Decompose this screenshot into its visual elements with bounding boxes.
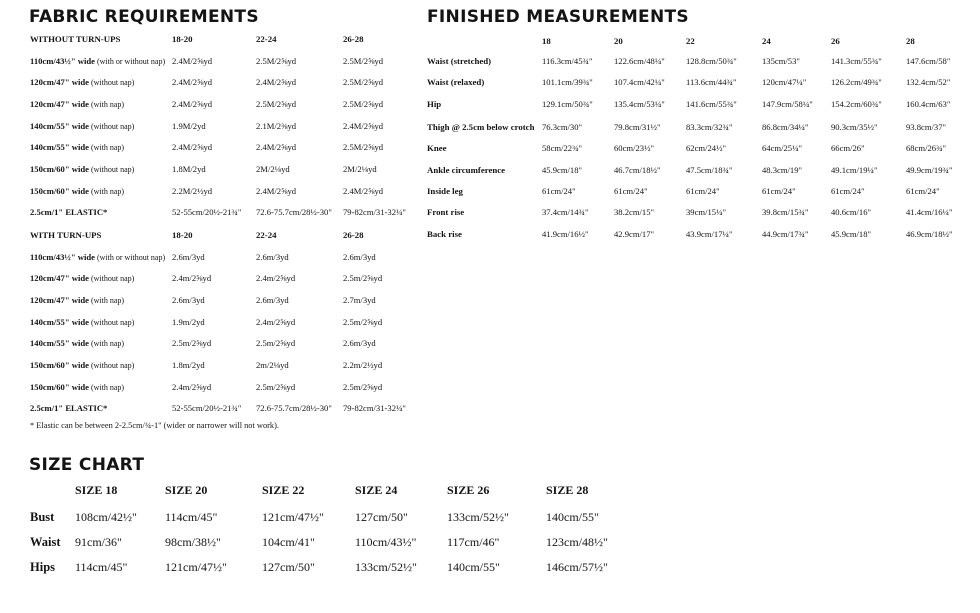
row-label: 110cm/43½" wide (with or without nap) bbox=[30, 252, 166, 262]
table-cell: 135.4cm/53¼" bbox=[614, 99, 665, 109]
table-cell: 122.6cm/48¼" bbox=[614, 56, 665, 66]
table-cell: 113.6cm/44¾" bbox=[686, 77, 737, 87]
table-cell: 128.8cm/50¾" bbox=[686, 56, 737, 66]
table-cell: 52-55cm/20½-21¾" bbox=[172, 403, 242, 413]
column-header: 20 bbox=[614, 36, 623, 46]
table-cell: 52-55cm/20½-21¾" bbox=[172, 207, 242, 217]
column-header: 26 bbox=[831, 36, 840, 46]
table-cell: 154.2cm/60¾" bbox=[831, 99, 882, 109]
table-cell: 49.1cm/19¼" bbox=[831, 165, 878, 175]
table-cell: 45.9cm/18" bbox=[831, 229, 872, 239]
table-cell: 98cm/38½" bbox=[165, 535, 221, 549]
column-header: 18 bbox=[542, 36, 551, 46]
table-cell: 61cm/24" bbox=[614, 186, 648, 196]
table-cell: 39.8cm/15¾" bbox=[762, 207, 809, 217]
row-label: 150cm/60" wide (without nap) bbox=[30, 164, 135, 174]
row-label: Hip bbox=[427, 99, 442, 109]
row-label: Knee bbox=[427, 143, 447, 153]
row-label: Waist (stretched) bbox=[427, 56, 492, 66]
table-cell: 61cm/24" bbox=[686, 186, 720, 196]
table-cell: 101.1cm/39¾" bbox=[542, 77, 593, 87]
column-header: 28 bbox=[906, 36, 915, 46]
table-cell: 2.4m/2⅝yd bbox=[172, 273, 212, 283]
table-cell: 2.4M/2⅝yd bbox=[172, 56, 213, 66]
column-header: WITH TURN-UPS bbox=[30, 230, 102, 240]
row-label: Ankle circumference bbox=[427, 165, 506, 175]
table-cell: 42.9cm/17" bbox=[614, 229, 655, 239]
table-cell: 2.6m/3yd bbox=[172, 295, 205, 305]
table-cell: 61cm/24" bbox=[831, 186, 865, 196]
column-header: 22-24 bbox=[256, 34, 277, 44]
table-cell: 2.4M/2⅝yd bbox=[172, 99, 213, 109]
table-cell: 2.2M/2½yd bbox=[172, 186, 213, 196]
column-header: 24 bbox=[762, 36, 771, 46]
table-cell: 44.9cm/17¾" bbox=[762, 229, 809, 239]
table-cell: 61cm/24" bbox=[762, 186, 796, 196]
table-cell: 86.8cm/34¼" bbox=[762, 122, 809, 132]
table-cell: 2.6m/3yd bbox=[343, 338, 376, 348]
table-cell: 2.4M/2⅝yd bbox=[256, 186, 297, 196]
table-cell: 104cm/41" bbox=[262, 535, 315, 549]
table-cell: 83.3cm/32¾" bbox=[686, 122, 733, 132]
table-cell: 2.5m/2⅝yd bbox=[343, 382, 383, 392]
size-chart-title: SIZE CHART bbox=[29, 455, 145, 475]
table-cell: 2.6m/3yd bbox=[256, 252, 289, 262]
table-cell: 49.9cm/19¾" bbox=[906, 165, 953, 175]
column-header: 26-28 bbox=[343, 230, 364, 240]
table-cell: 127cm/50" bbox=[355, 510, 408, 524]
column-header: SIZE 28 bbox=[546, 483, 589, 497]
table-cell: 72.6-75.7cm/28½-30" bbox=[256, 207, 332, 217]
column-header: WITHOUT TURN-UPS bbox=[30, 34, 121, 44]
table-cell: 2m/2⅛yd bbox=[256, 360, 289, 370]
row-label: 150cm/60" wide (without nap) bbox=[30, 360, 135, 370]
table-cell: 2.4M/2⅝yd bbox=[256, 142, 297, 152]
table-cell: 135cm/53" bbox=[762, 56, 800, 66]
table-cell: 2.4M/2⅝yd bbox=[172, 142, 213, 152]
row-label: 120cm/47" wide (with nap) bbox=[30, 99, 125, 109]
row-label: Bust bbox=[30, 510, 55, 524]
table-cell: 133cm/52½" bbox=[355, 560, 417, 574]
table-cell: 132.4cm/52" bbox=[906, 77, 951, 87]
table-cell: 41.4cm/16¼" bbox=[906, 207, 953, 217]
row-label: Front rise bbox=[427, 207, 465, 217]
table-cell: 61cm/24" bbox=[542, 186, 576, 196]
row-label: 140cm/55" wide (with nap) bbox=[30, 338, 125, 348]
table-cell: 121cm/47½" bbox=[165, 560, 227, 574]
table-cell: 2.2m/2½yd bbox=[343, 360, 383, 370]
table-cell: 2.5M/2⅝yd bbox=[256, 99, 297, 109]
row-label: Inside leg bbox=[427, 186, 463, 196]
table-cell: 2.4M/2⅝yd bbox=[256, 77, 297, 87]
table-cell: 2.6m/3yd bbox=[172, 252, 205, 262]
table-cell: 108cm/42½" bbox=[75, 510, 137, 524]
table-cell: 107.4cm/42¼" bbox=[614, 77, 665, 87]
table-cell: 41.9cm/16½" bbox=[542, 229, 589, 239]
table-cell: 2.4M/2⅝yd bbox=[343, 121, 384, 131]
row-label: Thigh @ 2.5cm below crotch bbox=[427, 122, 535, 132]
table-cell: 2.5M/2⅝yd bbox=[343, 99, 384, 109]
row-label: 150cm/60" wide (with nap) bbox=[30, 186, 125, 196]
table-cell: 120cm/47¼" bbox=[762, 77, 807, 87]
table-cell: 146cm/57½" bbox=[546, 560, 608, 574]
table-cell: 2.4M/2⅝yd bbox=[172, 77, 213, 87]
row-label: 120cm/47" wide (with nap) bbox=[30, 295, 125, 305]
table-cell: 2.4m/2⅝yd bbox=[256, 317, 296, 327]
table-cell: 1.9M/2yd bbox=[172, 121, 206, 131]
table-cell: 2.5m/2⅝yd bbox=[256, 338, 296, 348]
table-cell: 129.1cm/50¾" bbox=[542, 99, 593, 109]
row-label: Hips bbox=[30, 560, 56, 574]
table-cell: 2M/2⅛yd bbox=[343, 164, 377, 174]
table-cell: 2.5M/2⅝yd bbox=[343, 142, 384, 152]
table-cell: 91cm/36" bbox=[75, 535, 122, 549]
column-header: 22 bbox=[686, 36, 695, 46]
column-header: 22-24 bbox=[256, 230, 277, 240]
table-cell: 2.5m/2⅝yd bbox=[256, 382, 296, 392]
table-cell: 37.4cm/14¾" bbox=[542, 207, 589, 217]
table-cell: 116.3cm/45¾" bbox=[542, 56, 593, 66]
row-label: 120cm/47" wide (without nap) bbox=[30, 77, 135, 87]
table-cell: 58cm/22¾" bbox=[542, 143, 583, 153]
table-cell: 2.5m/2⅝yd bbox=[172, 338, 212, 348]
table-cell: 133cm/52½" bbox=[447, 510, 509, 524]
table-cell: 46.9cm/18½" bbox=[906, 229, 953, 239]
table-cell: 40.6cm/16" bbox=[831, 207, 872, 217]
table-cell: 2.6m/3yd bbox=[343, 252, 376, 262]
column-header: SIZE 20 bbox=[165, 483, 208, 497]
row-label: 120cm/47" wide (without nap) bbox=[30, 273, 135, 283]
table-cell: 38.2cm/15" bbox=[614, 207, 655, 217]
table-cell: 147.6cm/58" bbox=[906, 56, 951, 66]
table-cell: 1.8m/2yd bbox=[172, 360, 205, 370]
elastic-footnote: * Elastic can be between 2-2.5cm/¾-1" (wider or narrower will not work). bbox=[30, 421, 280, 430]
table-cell: 79-82cm/31-32¼" bbox=[343, 207, 406, 217]
table-cell: 68cm/26¾" bbox=[906, 143, 947, 153]
table-cell: 62cm/24½" bbox=[686, 143, 727, 153]
table-cell: 123cm/48½" bbox=[546, 535, 608, 549]
table-cell: 48.3cm/19" bbox=[762, 165, 803, 175]
column-header: 26-28 bbox=[343, 34, 364, 44]
table-cell: 2.5M/2⅝yd bbox=[343, 77, 384, 87]
table-cell: 2.4m/2⅝yd bbox=[172, 382, 212, 392]
table-cell: 2.4m/2⅝yd bbox=[256, 273, 296, 283]
table-cell: 127cm/50" bbox=[262, 560, 315, 574]
table-cell: 114cm/45" bbox=[75, 560, 128, 574]
table-cell: 1.8M/2yd bbox=[172, 164, 206, 174]
table-cell: 126.2cm/49¾" bbox=[831, 77, 882, 87]
table-cell: 2M/2⅛yd bbox=[256, 164, 290, 174]
table-cell: 141.3cm/55¾" bbox=[831, 56, 882, 66]
row-label: Waist (relaxed) bbox=[427, 77, 485, 87]
table-cell: 43.9cm/17¼" bbox=[686, 229, 733, 239]
column-header: SIZE 24 bbox=[355, 483, 398, 497]
table-cell: 147.9cm/58¼" bbox=[762, 99, 813, 109]
table-cell: 64cm/25¼" bbox=[762, 143, 803, 153]
row-label: Waist bbox=[30, 535, 61, 549]
table-cell: 2.6m/3yd bbox=[256, 295, 289, 305]
table-cell: 39cm/15¼" bbox=[686, 207, 727, 217]
column-header: 18-20 bbox=[172, 34, 193, 44]
table-cell: 2.5M/2⅝yd bbox=[343, 56, 384, 66]
row-label: 150cm/60" wide (with nap) bbox=[30, 382, 125, 392]
table-cell: 140cm/55" bbox=[447, 560, 500, 574]
table-cell: 110cm/43½" bbox=[355, 535, 417, 549]
table-cell: 93.8cm/37" bbox=[906, 122, 947, 132]
table-cell: 46.7cm/18½" bbox=[614, 165, 661, 175]
row-label: 110cm/43½" wide (with or without nap) bbox=[30, 56, 166, 66]
table-cell: 160.4cm/63" bbox=[906, 99, 951, 109]
table-cell: 117cm/46" bbox=[447, 535, 500, 549]
table-cell: 47.5cm/18¾" bbox=[686, 165, 733, 175]
table-cell: 61cm/24" bbox=[906, 186, 940, 196]
table-cell: 72.6-75.7cm/28½-30" bbox=[256, 403, 332, 413]
row-label: 2.5cm/1" ELASTIC* bbox=[30, 207, 108, 217]
table-cell: 79-82cm/31-32¼" bbox=[343, 403, 406, 413]
row-label: Back rise bbox=[427, 229, 462, 239]
table-cell: 2.5m/2⅝yd bbox=[343, 317, 383, 327]
row-label: 140cm/55" wide (without nap) bbox=[30, 317, 135, 327]
table-cell: 60cm/23½" bbox=[614, 143, 655, 153]
column-header: 18-20 bbox=[172, 230, 193, 240]
table-cell: 140cm/55" bbox=[546, 510, 599, 524]
column-header: SIZE 26 bbox=[447, 483, 490, 497]
table-cell: 2.5m/2⅝yd bbox=[343, 273, 383, 283]
table-cell: 66cm/26" bbox=[831, 143, 865, 153]
table-cell: 76.3cm/30" bbox=[542, 122, 583, 132]
table-cell: 2.4M/2⅝yd bbox=[343, 186, 384, 196]
table-cell: 2.5M/2⅝yd bbox=[256, 56, 297, 66]
finished-measurements-title: FINISHED MEASUREMENTS bbox=[427, 7, 689, 27]
table-cell: 121cm/47½" bbox=[262, 510, 324, 524]
table-cell: 79.8cm/31½" bbox=[614, 122, 661, 132]
table-cell: 114cm/45" bbox=[165, 510, 218, 524]
column-header: SIZE 22 bbox=[262, 483, 305, 497]
table-cell: 2.1M/2⅜yd bbox=[256, 121, 297, 131]
table-cell: 45.9cm/18" bbox=[542, 165, 583, 175]
table-cell: 90.3cm/35½" bbox=[831, 122, 878, 132]
column-header: SIZE 18 bbox=[75, 483, 118, 497]
table-cell: 2.7m/3yd bbox=[343, 295, 376, 305]
fabric-requirements-title: FABRIC REQUIREMENTS bbox=[29, 7, 259, 27]
row-label: 2.5cm/1" ELASTIC* bbox=[30, 403, 108, 413]
row-label: 140cm/55" wide (with nap) bbox=[30, 142, 125, 152]
table-cell: 1.9m/2yd bbox=[172, 317, 205, 327]
row-label: 140cm/55" wide (without nap) bbox=[30, 121, 135, 131]
table-cell: 141.6cm/55¾" bbox=[686, 99, 737, 109]
